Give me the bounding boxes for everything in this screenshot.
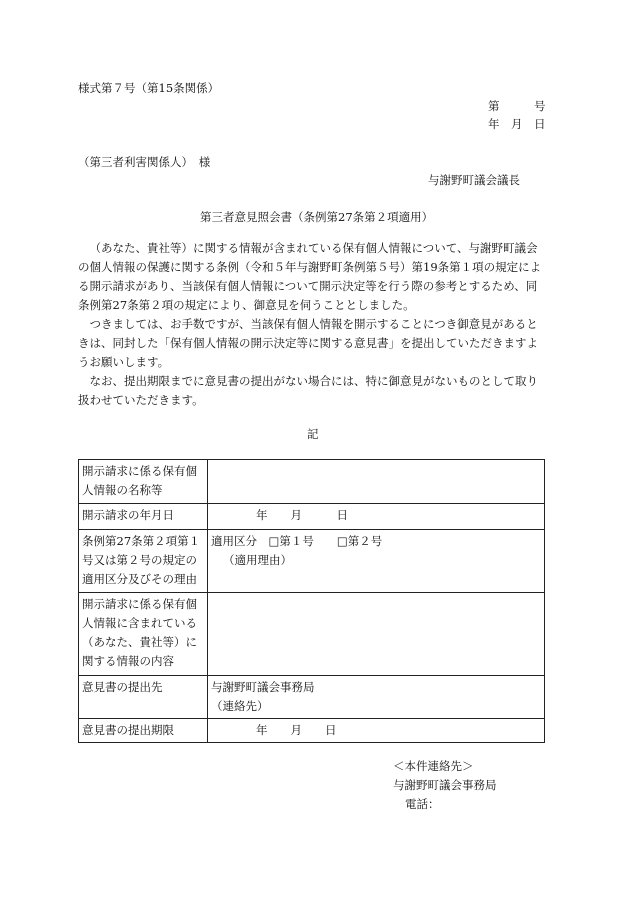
- row-value-request-date: 年 月 日: [208, 504, 545, 530]
- row-label-name: 開示請求に係る保有個人情報の名称等: [79, 460, 208, 504]
- row-value-deadline: 年 月 日: [208, 719, 545, 743]
- document-title: 第三者意見照会書（条例第27条第２項適用）: [200, 210, 434, 224]
- paragraph-1: （あなた、貴社等）に関する情報が含まれている保有個人情報について、与謝野町議会の個人情報の保護に関する条例（令和５年与謝野町条例第５号）第19条第１項の規定による開示請求があり、当該保有個人情報について開示決定等を行う際の参考とするため、同条例第27条第２項の規定により、御意見を伺うこととしました。: [78, 241, 542, 312]
- row-label-category: 条例第27条第２項第１号又は第２号の規定の適用区分及びその理由: [79, 530, 208, 593]
- row-value-name: [208, 460, 545, 504]
- form-number: 様式第７号（第15条関係）: [78, 81, 220, 95]
- table-row: [79, 719, 545, 743]
- document-date: 年 月 日: [488, 117, 546, 131]
- row-value-content: [208, 593, 545, 676]
- contact-heading: ＜本件連絡先＞: [393, 759, 474, 773]
- ki-heading: 記: [307, 427, 319, 441]
- submit-office: 与謝野町議会事務局: [211, 680, 315, 694]
- row-label-submit-to: 意見書の提出先: [79, 676, 208, 719]
- contact-phone: 電話：: [405, 797, 440, 811]
- table-row: [79, 676, 545, 719]
- submit-contact: （連絡先）: [211, 699, 269, 713]
- table-row: [79, 593, 545, 676]
- row-value-category: [208, 530, 545, 593]
- paragraph-2: つきましては、お手数ですが、当該保有個人情報を開示することにつき御意見があるときは、同封した「保有個人情報の開示決定等に関する意見書」を提出していただきますようお願いします。: [78, 317, 538, 369]
- paragraph-3: なお、提出期限までに意見書の提出がない場合には、特に御意見がないものとして取り扱わせていただきます。: [78, 374, 538, 407]
- table-row: [79, 460, 545, 504]
- body-text: [78, 239, 546, 410]
- addressee: （第三者利害関係人） 様: [78, 155, 211, 169]
- row-label-deadline: 意見書の提出期限: [79, 719, 208, 743]
- row-label-content: 開示請求に係る保有個人情報に含まれている（あなた、貴社等）に関する情報の内容: [79, 593, 208, 676]
- contact-office: 与謝野町議会事務局: [393, 778, 497, 792]
- row-label-request-date: 開示請求の年月日: [79, 504, 208, 530]
- table-row: [79, 530, 545, 593]
- document-number: 第 号: [488, 99, 546, 113]
- row-value-submit-to: [208, 676, 545, 719]
- sender: 与謝野町議会議長: [428, 173, 520, 187]
- info-table: [78, 459, 545, 743]
- category-options: 適用区分 □第１号 □第２号: [211, 534, 383, 548]
- table-row: [79, 504, 545, 530]
- category-reason: （適用理由）: [223, 553, 292, 567]
